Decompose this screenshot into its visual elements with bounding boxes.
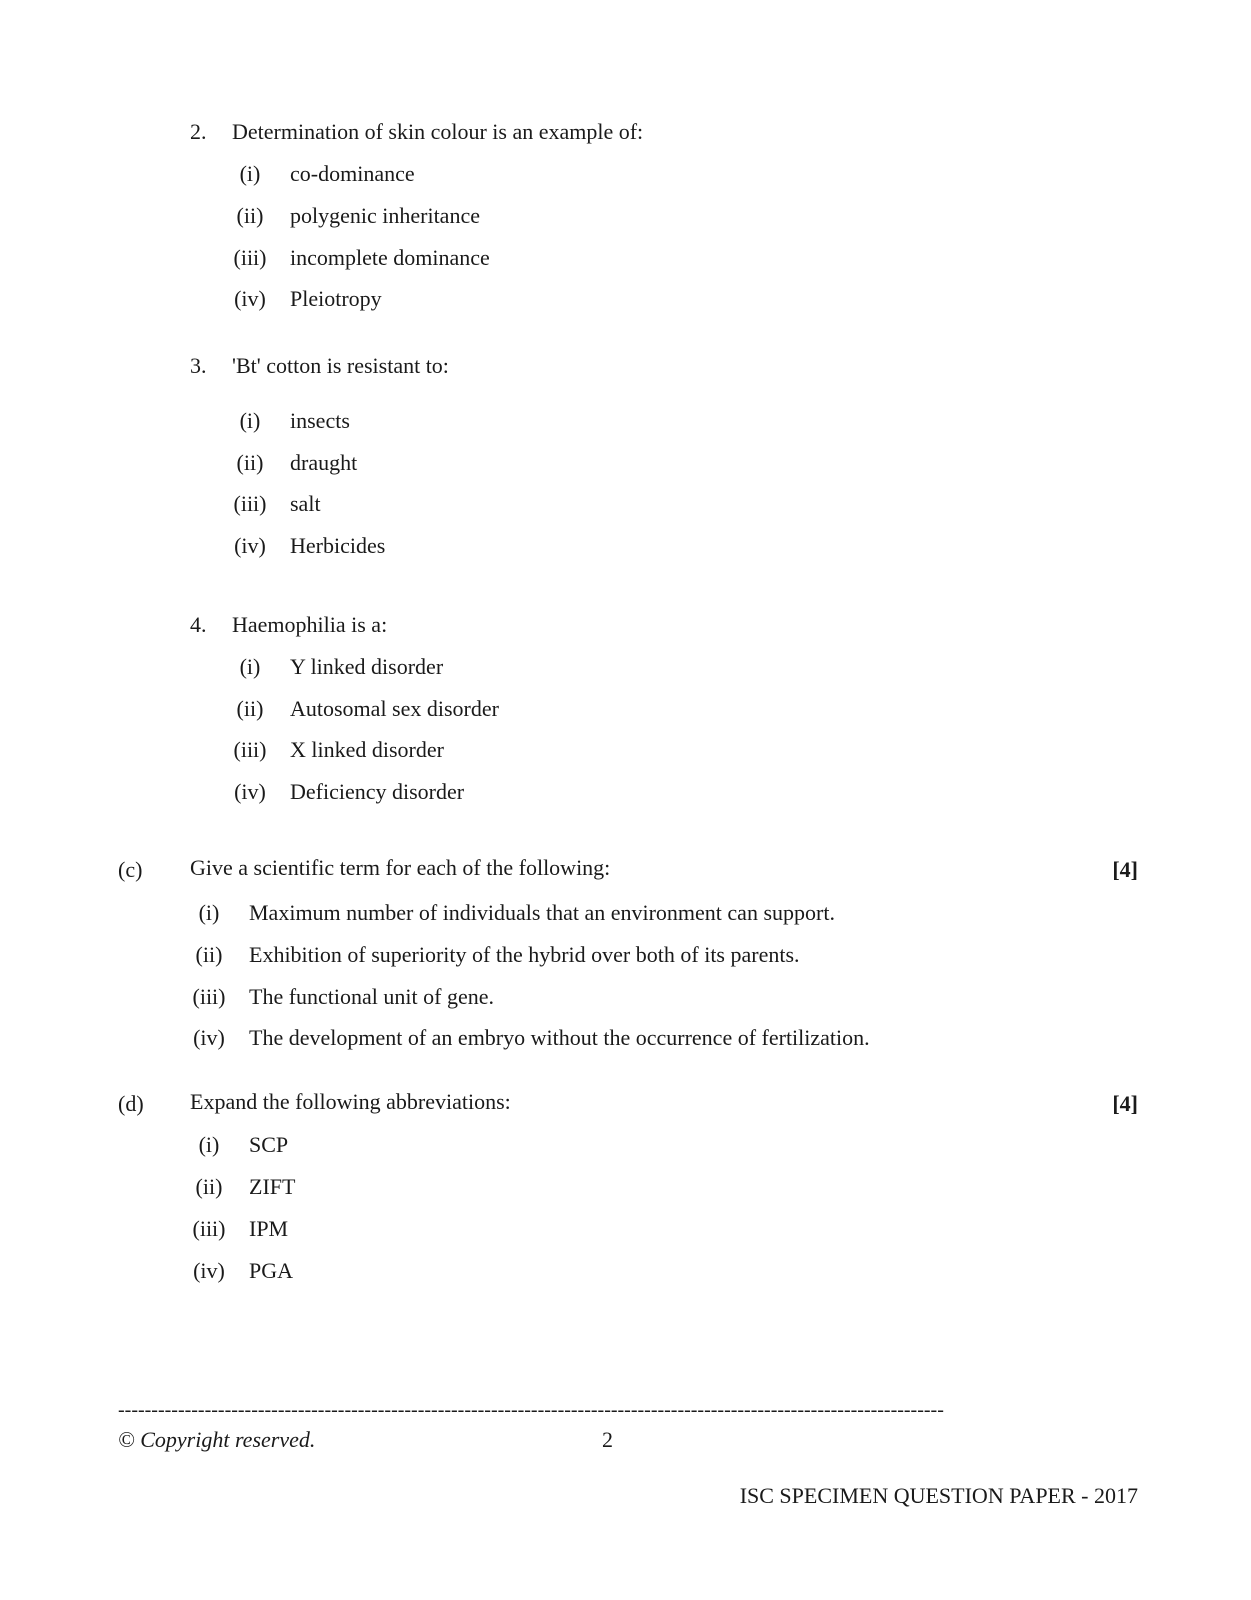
q3-option-4-number: (iv) <box>234 533 266 558</box>
page-number: 2 <box>602 1427 613 1452</box>
q2-option-1-number: (i) <box>239 161 261 186</box>
footer-dashed-rule: ---------------------------------------------------------------------------------------------------------------------------- <box>118 1399 944 1421</box>
q2-option-2-number: (ii) <box>236 203 264 228</box>
c-item-1-number: (i) <box>198 900 220 925</box>
q3-option-1-text: insects <box>290 408 350 433</box>
c-item-2-text: Exhibition of superiority of the hybrid over both of its parents. <box>249 942 800 967</box>
c-item-3-text: The functional unit of gene. <box>249 984 494 1009</box>
q4-option-3-number: (iii) <box>233 737 267 762</box>
q2-option-3-text: incomplete dominance <box>290 245 490 270</box>
q4-option-2-text: Autosomal sex disorder <box>290 696 499 721</box>
question-2-number: 2. <box>190 119 207 144</box>
q3-option-2-text: draught <box>290 450 358 475</box>
section-d-text: Expand the following abbreviations: <box>190 1089 511 1114</box>
question-2-text: Determination of skin colour is an example of: <box>232 119 644 144</box>
q2-option-4-text: Pleiotropy <box>290 286 382 311</box>
section-d-marks: [4] <box>1112 1091 1138 1116</box>
d-item-3-text: IPM <box>249 1216 289 1241</box>
c-item-2-number: (ii) <box>195 942 223 967</box>
d-item-3-number: (iii) <box>192 1216 226 1241</box>
section-c-marks: [4] <box>1112 857 1138 882</box>
q4-option-1-number: (i) <box>239 654 261 679</box>
d-item-1-number: (i) <box>198 1132 220 1157</box>
c-item-1-text: Maximum number of individuals that an environment can support. <box>249 900 835 925</box>
section-c-text: Give a scientific term for each of the following: <box>190 855 611 880</box>
c-item-4-number: (iv) <box>193 1025 225 1050</box>
d-item-2-text: ZIFT <box>249 1174 296 1199</box>
c-item-3-number: (iii) <box>192 984 226 1009</box>
q3-option-4-text: Herbicides <box>290 533 386 558</box>
copyright-notice: © Copyright reserved. <box>118 1427 316 1452</box>
question-3-text: 'Bt' cotton is resistant to: <box>232 353 449 378</box>
q3-option-2-number: (ii) <box>236 450 264 475</box>
q2-option-4-number: (iv) <box>234 286 266 311</box>
q3-option-3-number: (iii) <box>233 491 267 516</box>
q4-option-1-text: Y linked disorder <box>290 654 444 679</box>
d-item-2-number: (ii) <box>195 1174 223 1199</box>
q4-option-3-text: X linked disorder <box>290 737 444 762</box>
question-4-text: Haemophilia is a: <box>232 612 388 637</box>
q3-option-1-number: (i) <box>239 408 261 433</box>
section-d-label: (d) <box>118 1091 144 1116</box>
d-item-4-text: PGA <box>249 1258 294 1283</box>
section-c-label: (c) <box>118 857 143 882</box>
q4-option-2-number: (ii) <box>236 696 264 721</box>
q4-option-4-text: Deficiency disorder <box>290 779 465 804</box>
d-item-1-text: SCP <box>249 1132 289 1157</box>
q2-option-2-text: polygenic inheritance <box>290 203 480 228</box>
paper-title: ISC SPECIMEN QUESTION PAPER - 2017 <box>739 1483 1138 1508</box>
d-item-4-number: (iv) <box>193 1258 225 1283</box>
question-3-number: 3. <box>190 353 207 378</box>
q2-option-3-number: (iii) <box>233 245 267 270</box>
q4-option-4-number: (iv) <box>234 779 266 804</box>
c-item-4-text: The development of an embryo without the occurrence of fertilization. <box>249 1025 870 1050</box>
q3-option-3-text: salt <box>290 491 321 516</box>
question-4-number: 4. <box>190 612 207 637</box>
q2-option-1-text: co-dominance <box>290 161 415 186</box>
